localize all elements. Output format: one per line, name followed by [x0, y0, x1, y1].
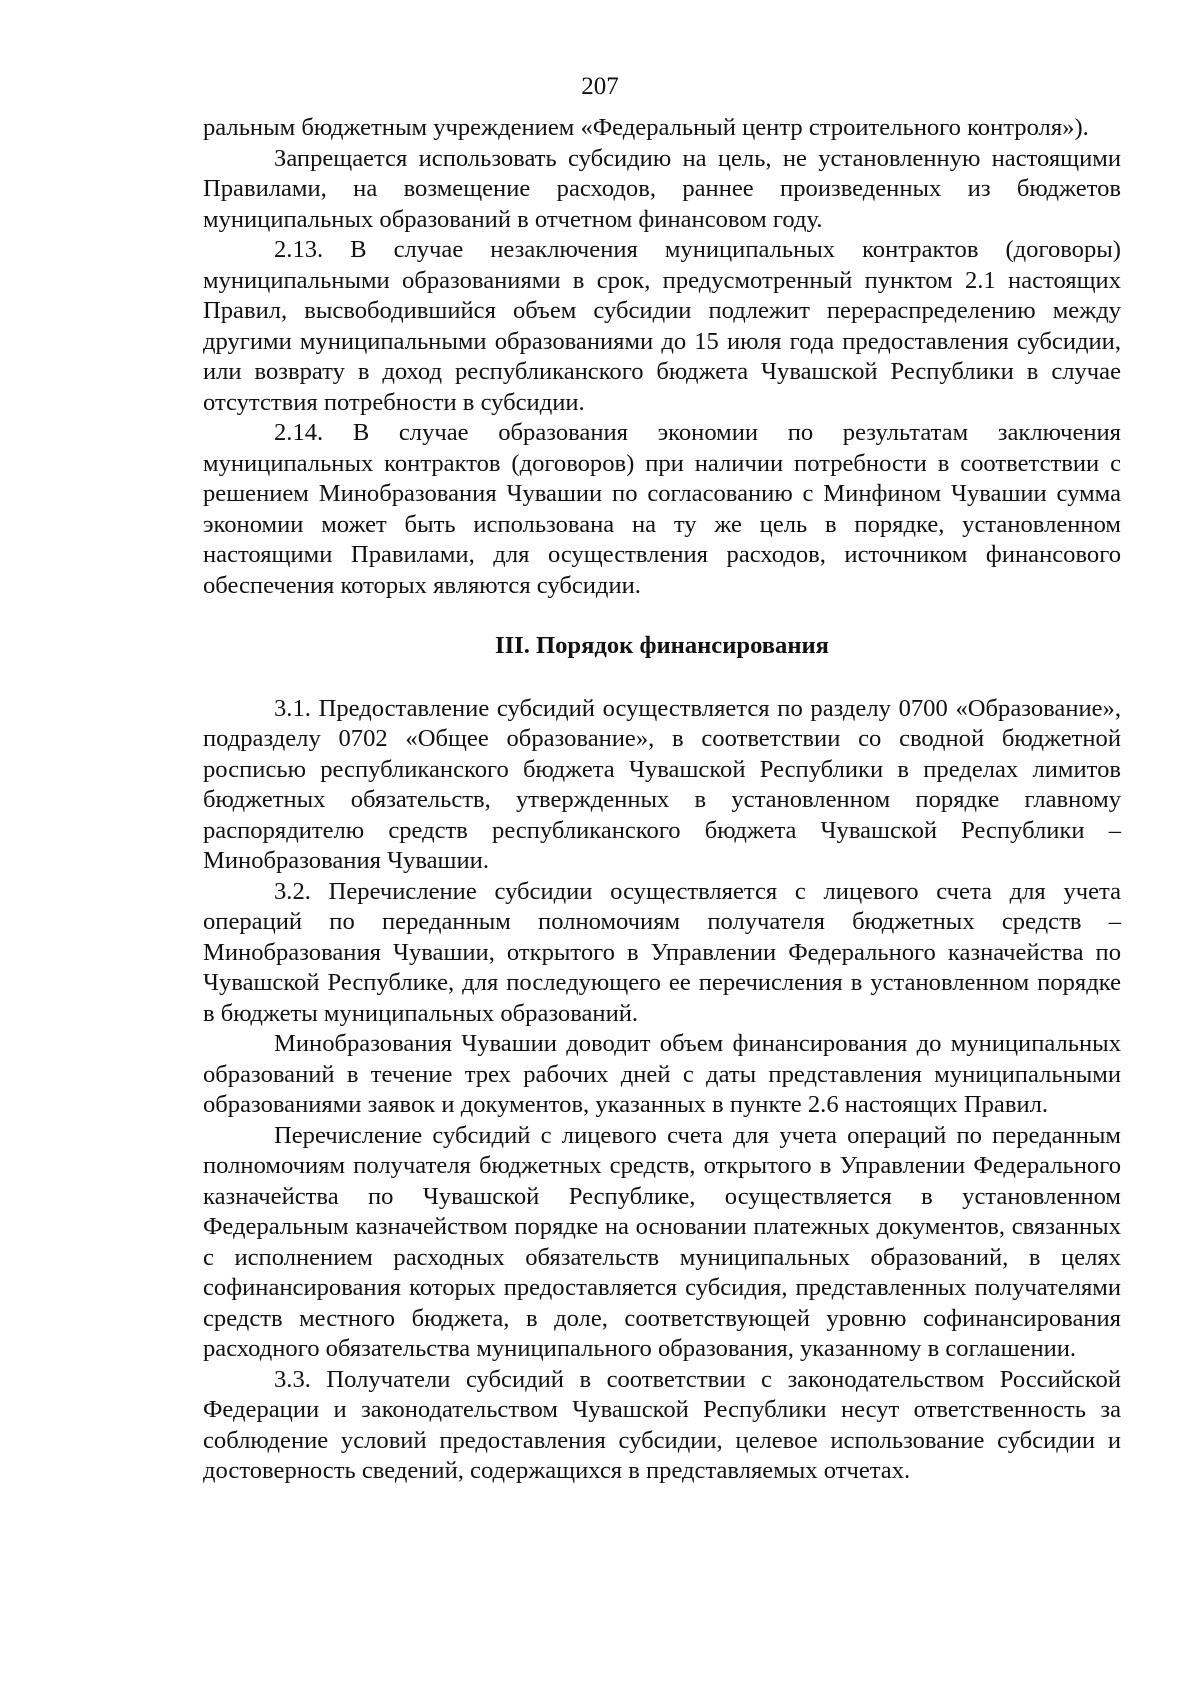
paragraph-3-2: 3.2. Перечисление субсидии осуществляется с лицевого счета для учета операций по переданным полномочиям получателя бюджетных средств – Минобразования Чувашии, открытого в Управлении Федерального казначейства по Чувашской Республике, для последующего ее перечисления в установленном порядке в бюджеты муниципальных образований.	[203, 877, 1121, 1027]
paragraph-transfer-procedure: Перечисление субсидий с лицевого счета для учета операций по переданным полномочиям получателя бюджетных средств, открытого в Управлении Федерального казначейства по Чувашской Республике, осуществляется в установленном Федеральным казначейством порядке на основании платежных документов, связанных с исполнением расходных обязательств муниципальных образований, в целях софинансирования которых предоставляется субсидия, представленных получателями средств местного бюджета, в доле, соответствующей уровню софинансирования расходного обязательства муниципального образования, указанному в соглашении.	[203, 1121, 1121, 1362]
paragraph-continuation: ральным бюджетным учреждением «Федеральный центр строительного контроля»).	[203, 114, 1089, 141]
paragraph-3-3: 3.3. Получатели субсидий в соответствии с законодательством Российской Федерации и законодательством Чувашской Республики несут ответственность за соблюдение условий предоставления субсидии, целевое использование субсидии и достоверность сведений, содержащихся в представляемых отчетах.	[203, 1365, 1121, 1484]
paragraph-2-14: 2.14. В случае образования экономии по результатам заключения муниципальных контрактов (договоров) при наличии потребности в соответствии с решением Минобразования Чувашии по согласованию с Минфином Чувашии сумма экономии может быть использована на ту же цель в порядке, установленном настоящими Правилами, для осуществления расходов, источником финансового обеспечения которых являются субсидии.	[203, 419, 1121, 599]
page-number: 207	[581, 73, 619, 100]
paragraph-funding-notice: Минобразования Чувашии доводит объем финансирования до муниципальных образований в течение трех рабочих дней с даты представления муниципальными образованиями заявок и документов, указанных в пункте 2.6 настоящих Правил.	[203, 1030, 1121, 1118]
paragraph-2-13: 2.13. В случае незаключения муниципальных контрактов (договоры) муниципальными образованиями в срок, предусмотренный пунктом 2.1 настоящих Правил, высвободившийся объем субсидии подлежит перераспределению между другими муниципальными образованиями до 15 июля года предоставления субсидии, или возврату в доход республиканского бюджета Чувашской Республики в случае отсутствия потребности в субсидии.	[203, 236, 1121, 416]
section-heading: III. Порядок финансирования	[495, 632, 829, 659]
document-body	[203, 113, 1121, 1487]
paragraph-3-1: 3.1. Предоставление субсидий осуществляется по разделу 0700 «Образование», подразделу 0702 «Общее образование», в соответствии со сводной бюджетной росписью республиканского бюджета Чувашской Республики в пределах лимитов бюджетных обязательств, утвержденных в установленном порядке главному распорядителю средств республиканского бюджета Чувашской Республики – Минобразования Чувашии.	[203, 694, 1121, 874]
paragraph-prohibition: Запрещается использовать субсидию на цель, не установленную настоящими Правилами, на возмещение расходов, раннее произведенных из бюджетов муниципальных образований в отчетном финансовом году.	[203, 144, 1121, 233]
